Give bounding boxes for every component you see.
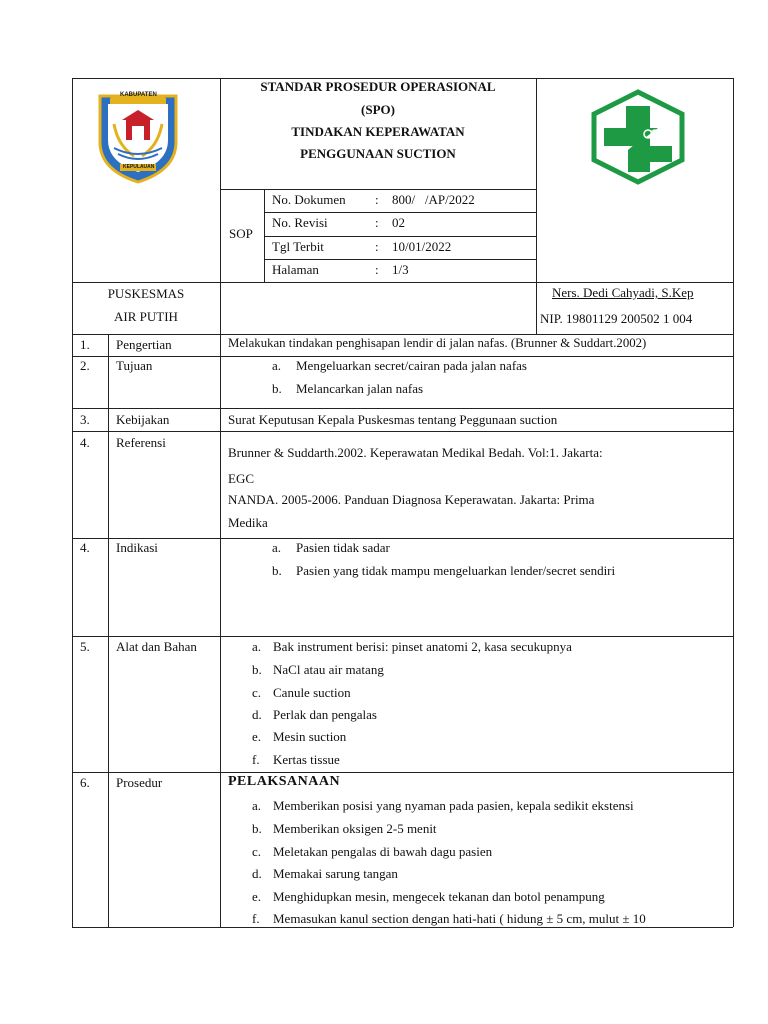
list-item: Bak instrument berisi: pinset anatomi 2, kasa secukupnya (273, 639, 572, 654)
row-label-tujuan: Tujuan (116, 358, 153, 373)
row-label-prosedur: Prosedur (116, 775, 163, 790)
row-label-referensi: Referensi (116, 435, 166, 450)
signer-name: Ners. Dedi Cahyadi, S.Kep (552, 285, 694, 300)
list-item: Menghidupkan mesin, mengecek tekanan dan botol penampung (273, 889, 605, 904)
doc-field-label-4: Halaman (272, 262, 319, 277)
list-mark: b. (272, 381, 282, 396)
list-item: NaCl atau air matang (273, 662, 384, 677)
doc-field-value-4: 1/3 (392, 262, 409, 277)
list-mark: b. (272, 563, 282, 578)
row-label-kebijakan: Kebijakan (116, 412, 170, 427)
row-number: 6. (80, 775, 90, 790)
doc-field-value-2: 02 (392, 215, 405, 230)
list-mark: e. (252, 889, 262, 904)
referensi-line: Brunner & Suddarth.2002. Keperawatan Medikal Bedah. Vol:1. Jakarta: (228, 445, 603, 460)
sop-label: SOP (229, 226, 253, 241)
row-number: 2. (80, 358, 90, 373)
list-mark: d. (252, 866, 262, 881)
row-number: 5. (80, 639, 90, 654)
list-item: Memberikan oksigen 2-5 menit (273, 821, 437, 836)
prosedur-heading: PELAKSANAAN (228, 774, 341, 789)
list-mark: f. (252, 752, 260, 767)
list-mark: a. (272, 540, 282, 555)
logo-text-bottom: KEPULAUAN (123, 164, 155, 170)
list-item: Mesin suction (273, 729, 347, 744)
list-item: Memakai sarung tangan (273, 866, 398, 881)
list-item: Memberikan posisi yang nyaman pada pasien, kepala sedikit ekstensi (273, 798, 634, 813)
referensi-line: NANDA. 2005-2006. Panduan Diagnosa Keperawatan. Jakarta: Prima (228, 492, 595, 507)
list-item: Canule suction (273, 685, 351, 700)
doc-field-colon-3: : (375, 239, 379, 254)
doc-field-colon-1: : (375, 192, 379, 207)
list-item: Pasien tidak sadar (296, 540, 390, 555)
doc-field-label-2: No. Revisi (272, 215, 328, 230)
doc-field-colon-4: : (375, 262, 379, 277)
doc-field-value-1: 800/ /AP/2022 (392, 192, 475, 207)
kebijakan-text: Surat Keputusan Kepala Puskesmas tentang Peggunaan suction (228, 412, 558, 427)
doc-field-label-1: No. Dokumen (272, 192, 346, 207)
list-item: Melancarkan jalan nafas (296, 381, 424, 396)
logo-text-top: KABUPATEN (120, 92, 157, 98)
row-number: 1. (80, 337, 90, 352)
list-item: Mengeluarkan secret/cairan pada jalan nafas (296, 358, 527, 373)
list-mark: d. (252, 707, 262, 722)
list-mark: c. (252, 685, 262, 700)
doc-field-colon-2: : (375, 215, 379, 230)
institution-line-2: AIR PUTIH (114, 309, 178, 324)
regency-logo (96, 90, 180, 184)
list-mark: f. (252, 911, 260, 926)
signer-nip: NIP. 19801129 200502 1 004 (540, 311, 693, 326)
list-mark: a. (252, 798, 262, 813)
row-label-alat: Alat dan Bahan (116, 639, 197, 654)
list-mark: a. (252, 639, 262, 654)
title-line-1: STANDAR PROSEDUR OPERASIONAL (260, 79, 496, 94)
list-item: Memasukan kanul section dengan hati-hati ( hidung ± 5 cm, mulut ± 10 (273, 911, 646, 926)
row-label-indikasi: Indikasi (116, 540, 158, 555)
row-number: 4. (80, 540, 90, 555)
list-item: Pasien yang tidak mampu mengeluarkan lender/secret sendiri (296, 563, 616, 578)
list-item: Kertas tissue (273, 752, 340, 767)
row-number: 4. (80, 435, 90, 450)
title-line-4: PENGGUNAAN SUCTION (300, 146, 456, 161)
referensi-line: Medika (228, 515, 268, 530)
institution-line-1: PUSKESMAS (107, 286, 185, 301)
list-mark: b. (252, 662, 262, 677)
row-label-pengertian: Pengertian (116, 337, 172, 352)
doc-field-label-3: Tgl Terbit (272, 239, 324, 254)
title-line-2: (SPO) (361, 102, 395, 117)
row-number: 3. (80, 412, 90, 427)
pengertian-text: Melakukan tindakan penghisapan lendir di jalan nafas. (Brunner & Suddart.2002) (228, 336, 647, 350)
referensi-line: EGC (228, 471, 254, 486)
list-mark: b. (252, 821, 262, 836)
list-mark: e. (252, 729, 262, 744)
list-item: Perlak dan pengalas (273, 707, 377, 722)
list-mark: a. (272, 358, 282, 373)
list-item: Meletakan pengalas di bawah dagu pasien (273, 844, 493, 859)
list-mark: c. (252, 844, 262, 859)
title-line-3: TINDAKAN KEPERAWATAN (291, 124, 465, 139)
doc-field-value-3: 10/01/2022 (392, 239, 452, 254)
puskesmas-logo (588, 88, 688, 186)
